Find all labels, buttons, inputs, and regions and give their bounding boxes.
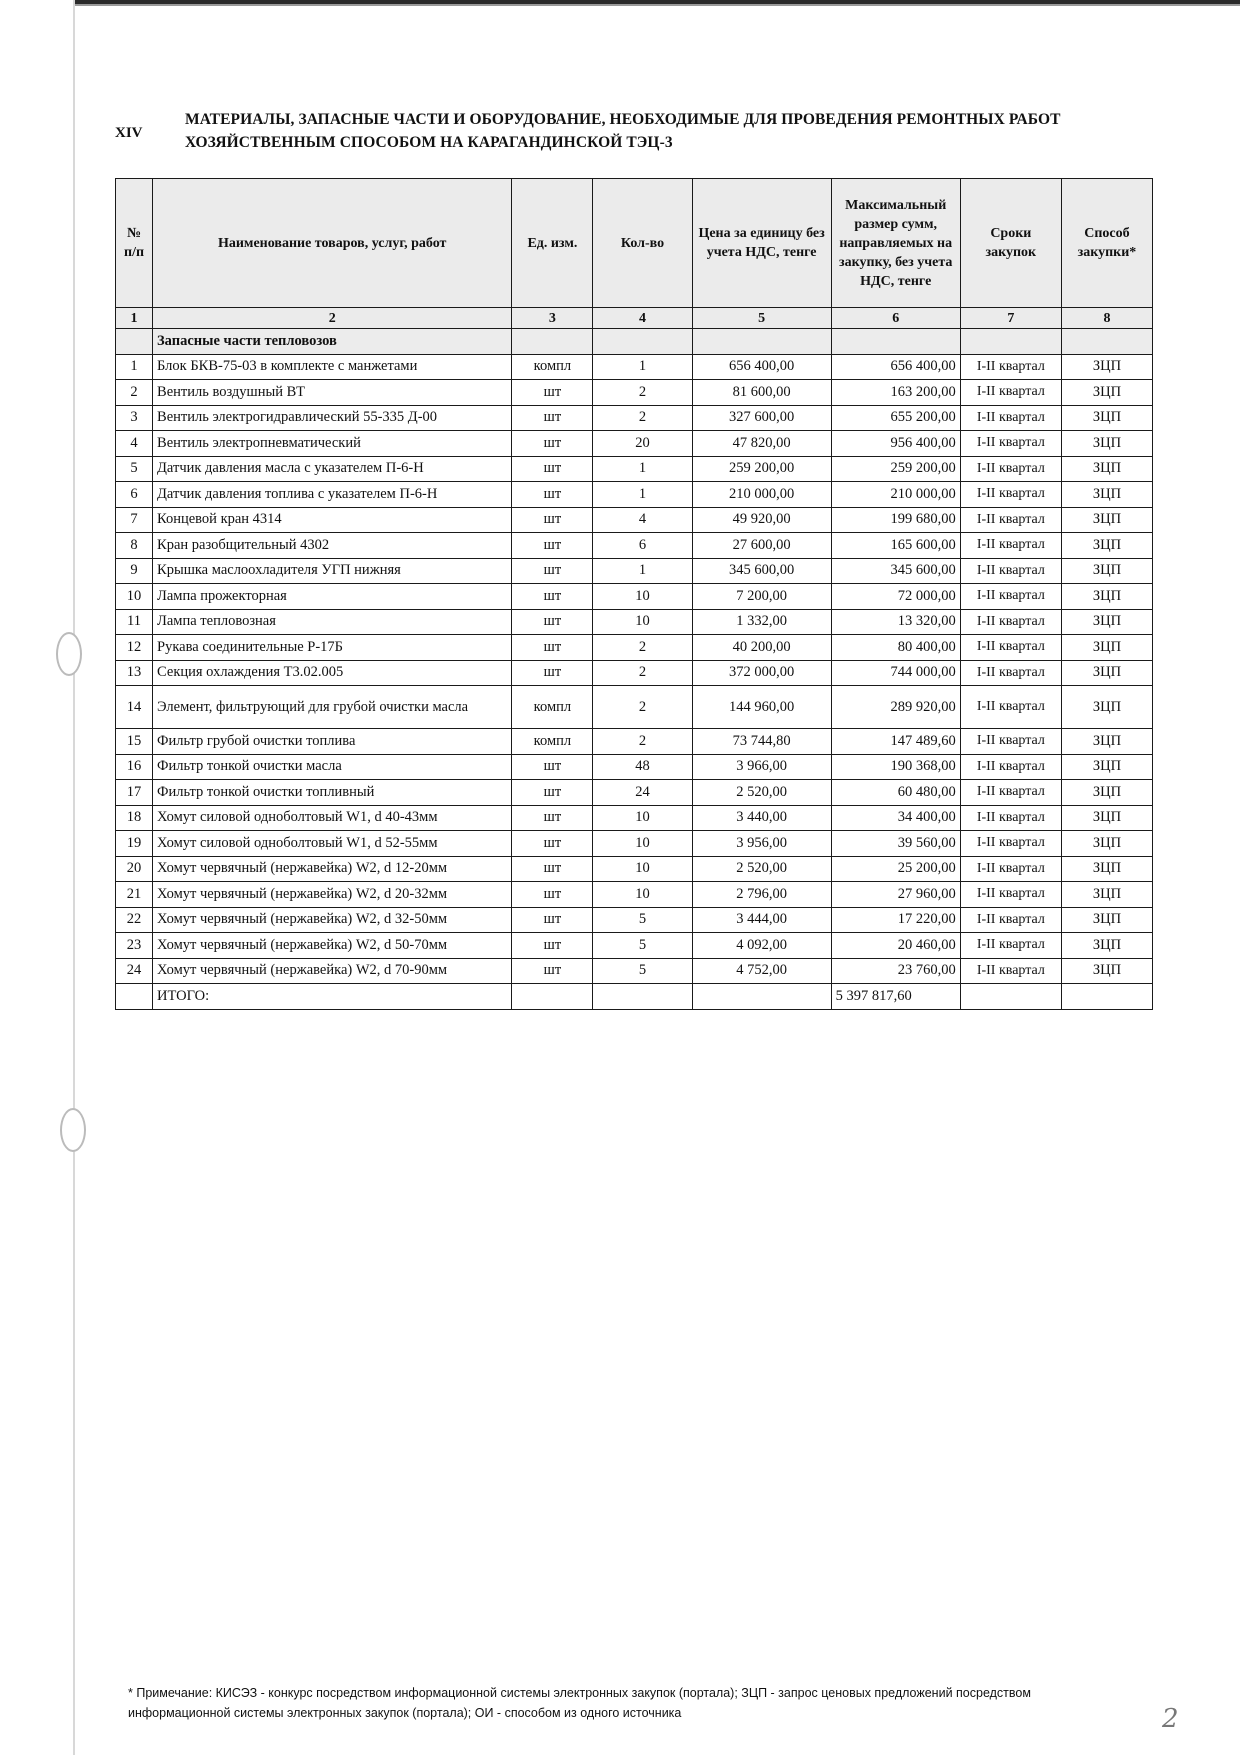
item-term: I-II квартал [960,354,1061,380]
header-row [116,179,1153,308]
item-sum: 163 200,00 [831,380,960,406]
item-method: ЗЦП [1061,882,1152,908]
col-number: 7 [960,308,1061,329]
item-method: ЗЦП [1061,754,1152,780]
item-price: 49 920,00 [692,507,831,533]
col-number: 8 [1061,308,1152,329]
item-name: Блок БКВ-75-03 в комплекте с манжетами [153,354,512,380]
item-qty: 20 [593,431,692,457]
table-row [116,660,1153,686]
item-price: 210 000,00 [692,482,831,508]
item-term: I-II квартал [960,431,1061,457]
row-number: 11 [116,609,153,635]
item-name: Хомут силовой одноболтовый W1, d 40-43мм [153,805,512,831]
item-term: I-II квартал [960,584,1061,610]
item-unit: шт [512,405,593,431]
item-qty: 5 [593,933,692,959]
item-unit: шт [512,958,593,984]
item-unit: шт [512,482,593,508]
item-method: ЗЦП [1061,686,1152,729]
item-term: I-II квартал [960,533,1061,559]
item-name: Хомут силовой одноболтовый W1, d 52-55мм [153,831,512,857]
table-row [116,729,1153,755]
table-row [116,780,1153,806]
row-number: 18 [116,805,153,831]
item-price: 27 600,00 [692,533,831,559]
binder-hole [60,1108,86,1152]
col-header-number: № п/п [116,179,153,308]
item-method: ЗЦП [1061,558,1152,584]
item-term: I-II квартал [960,405,1061,431]
item-name: Элемент, фильтрующий для грубой очистки масла [153,686,512,729]
item-term: I-II квартал [960,933,1061,959]
item-sum: 72 000,00 [831,584,960,610]
item-method: ЗЦП [1061,507,1152,533]
col-header-unit: Ед. изм. [512,179,593,308]
item-method: ЗЦП [1061,456,1152,482]
item-price: 144 960,00 [692,686,831,729]
item-term: I-II квартал [960,907,1061,933]
item-sum: 20 460,00 [831,933,960,959]
row-number: 12 [116,635,153,661]
item-method: ЗЦП [1061,933,1152,959]
item-name: Фильтр тонкой очистки топливный [153,780,512,806]
row-number: 5 [116,456,153,482]
item-price: 3 966,00 [692,754,831,780]
section-title [185,108,1061,154]
item-unit: шт [512,660,593,686]
item-method: ЗЦП [1061,380,1152,406]
item-qty: 4 [593,507,692,533]
scan-left-edge [73,0,75,1755]
item-name: Хомут червячный (нержавейка) W2, d 12-20мм [153,856,512,882]
total-sum: 5 397 817,60 [831,984,960,1010]
item-price: 2 796,00 [692,882,831,908]
item-qty: 1 [593,558,692,584]
item-sum: 17 220,00 [831,907,960,933]
col-header-name: Наименование товаров, услуг, работ [153,179,512,308]
table-row [116,805,1153,831]
table-row [116,609,1153,635]
item-qty: 24 [593,780,692,806]
table-row [116,933,1153,959]
col-header-sum: Максимальный размер сумм, направляемых на закупку, без учета НДС, тенге [831,179,960,308]
item-price: 73 744,80 [692,729,831,755]
item-term: I-II квартал [960,456,1061,482]
table-row [116,558,1153,584]
item-unit: шт [512,507,593,533]
item-sum: 199 680,00 [831,507,960,533]
item-method: ЗЦП [1061,405,1152,431]
item-sum: 34 400,00 [831,805,960,831]
item-term: I-II квартал [960,609,1061,635]
item-price: 656 400,00 [692,354,831,380]
item-term: I-II квартал [960,507,1061,533]
item-sum: 655 200,00 [831,405,960,431]
item-unit: шт [512,780,593,806]
item-method: ЗЦП [1061,533,1152,559]
table-row [116,380,1153,406]
item-term: I-II квартал [960,780,1061,806]
item-sum: 60 480,00 [831,780,960,806]
item-sum: 27 960,00 [831,882,960,908]
column-numbers-row [116,308,1153,329]
item-price: 3 444,00 [692,907,831,933]
item-method: ЗЦП [1061,431,1152,457]
table-row [116,856,1153,882]
item-price: 4 752,00 [692,958,831,984]
item-unit: компл [512,354,593,380]
item-unit: шт [512,380,593,406]
item-method: ЗЦП [1061,856,1152,882]
item-name: Хомут червячный (нержавейка) W2, d 50-70мм [153,933,512,959]
item-sum: 190 368,00 [831,754,960,780]
item-method: ЗЦП [1061,780,1152,806]
row-number: 10 [116,584,153,610]
item-name: Секция охлаждения Т3.02.005 [153,660,512,686]
item-price: 372 000,00 [692,660,831,686]
item-sum: 80 400,00 [831,635,960,661]
item-name: Фильтр тонкой очистки масла [153,754,512,780]
item-term: I-II квартал [960,958,1061,984]
item-term: I-II квартал [960,482,1061,508]
item-qty: 2 [593,405,692,431]
item-price: 1 332,00 [692,609,831,635]
total-row [116,984,1153,1010]
footnote-line-2: информационной системы электронных закупок (портала); ОИ - способом из одного источника [128,1706,682,1720]
col-number: 5 [692,308,831,329]
item-name: Концевой кран 4314 [153,507,512,533]
item-qty: 1 [593,482,692,508]
item-price: 259 200,00 [692,456,831,482]
row-number: 1 [116,354,153,380]
row-number: 24 [116,958,153,984]
col-number: 3 [512,308,593,329]
table-row [116,831,1153,857]
item-unit: шт [512,456,593,482]
item-sum: 25 200,00 [831,856,960,882]
row-number: 20 [116,856,153,882]
item-qty: 10 [593,584,692,610]
row-number: 21 [116,882,153,908]
section-number: XIV [115,125,143,141]
item-qty: 2 [593,729,692,755]
item-unit: шт [512,831,593,857]
item-term: I-II квартал [960,558,1061,584]
item-qty: 2 [593,686,692,729]
item-price: 47 820,00 [692,431,831,457]
col-header-method: Способ закупки* [1061,179,1152,308]
item-name: Кран разобщительный 4302 [153,533,512,559]
row-number: 19 [116,831,153,857]
item-name: Вентиль электропневматический [153,431,512,457]
row-number: 6 [116,482,153,508]
row-number: 2 [116,380,153,406]
table-row [116,354,1153,380]
item-unit: шт [512,609,593,635]
item-qty: 10 [593,831,692,857]
table-row [116,584,1153,610]
row-number: 16 [116,754,153,780]
item-name: Лампа прожекторная [153,584,512,610]
item-price: 4 092,00 [692,933,831,959]
item-sum: 210 000,00 [831,482,960,508]
item-qty: 5 [593,907,692,933]
table-row [116,958,1153,984]
item-name: Крышка маслоохладителя УГП нижняя [153,558,512,584]
table-row [116,431,1153,457]
scan-top-edge-shadow [75,4,1240,6]
item-unit: шт [512,805,593,831]
row-number: 14 [116,686,153,729]
col-number: 1 [116,308,153,329]
item-qty: 1 [593,456,692,482]
item-name: Вентиль воздушный ВТ [153,380,512,406]
item-price: 3 440,00 [692,805,831,831]
item-sum: 656 400,00 [831,354,960,380]
item-method: ЗЦП [1061,660,1152,686]
item-unit: компл [512,729,593,755]
item-sum: 259 200,00 [831,456,960,482]
table-row [116,907,1153,933]
total-label: ИТОГО: [153,984,512,1010]
col-number: 2 [153,308,512,329]
item-method: ЗЦП [1061,831,1152,857]
handwritten-page-number: 2 [1162,1704,1179,1734]
item-name: Датчик давления масла с указателем П-6-Н [153,456,512,482]
item-sum: 165 600,00 [831,533,960,559]
item-price: 2 520,00 [692,856,831,882]
item-term: I-II квартал [960,729,1061,755]
table-row [116,456,1153,482]
group-title: Запасные части тепловозов [153,329,512,355]
row-number: 22 [116,907,153,933]
title-line-1: МАТЕРИАЛЫ, ЗАПАСНЫЕ ЧАСТИ И ОБОРУДОВАНИЕ, НЕОБХОДИМЫЕ ДЛЯ ПРОВЕДЕНИЯ РЕМОНТНЫХ РАБОТ [185,111,1061,128]
item-qty: 1 [593,354,692,380]
item-price: 3 956,00 [692,831,831,857]
item-qty: 48 [593,754,692,780]
procurement-table [115,178,1153,1010]
col-number: 6 [831,308,960,329]
item-unit: компл [512,686,593,729]
table-row [116,635,1153,661]
item-price: 40 200,00 [692,635,831,661]
item-method: ЗЦП [1061,635,1152,661]
item-sum: 744 000,00 [831,660,960,686]
item-unit: шт [512,431,593,457]
item-sum: 13 320,00 [831,609,960,635]
table-row [116,533,1153,559]
col-header-price: Цена за единицу без учета НДС, тенге [692,179,831,308]
item-method: ЗЦП [1061,482,1152,508]
item-qty: 2 [593,660,692,686]
footnote-line-1: * Примечание: КИСЭЗ - конкурс посредством информационной системы электронных закупок (портала); ЗЦП - запрос ценовых предложений посредством [128,1686,1031,1700]
item-name: Хомут червячный (нержавейка) W2, d 32-50мм [153,907,512,933]
binder-hole [56,632,82,676]
item-unit: шт [512,584,593,610]
item-name: Хомут червячный (нержавейка) W2, d 70-90мм [153,958,512,984]
item-unit: шт [512,907,593,933]
table-row [116,482,1153,508]
item-name: Лампа тепловозная [153,609,512,635]
item-sum: 956 400,00 [831,431,960,457]
item-price: 81 600,00 [692,380,831,406]
item-name: Фильтр грубой очистки топлива [153,729,512,755]
item-sum: 345 600,00 [831,558,960,584]
row-number: 7 [116,507,153,533]
item-method: ЗЦП [1061,354,1152,380]
item-qty: 10 [593,805,692,831]
table-row [116,882,1153,908]
item-qty: 2 [593,380,692,406]
item-term: I-II квартал [960,660,1061,686]
item-unit: шт [512,882,593,908]
item-term: I-II квартал [960,831,1061,857]
item-term: I-II квартал [960,380,1061,406]
row-number: 4 [116,431,153,457]
item-name: Рукава соединительные Р-17Б [153,635,512,661]
group-row [116,329,1153,355]
item-method: ЗЦП [1061,584,1152,610]
item-sum: 23 760,00 [831,958,960,984]
item-price: 7 200,00 [692,584,831,610]
row-number: 15 [116,729,153,755]
item-method: ЗЦП [1061,729,1152,755]
item-qty: 10 [593,856,692,882]
table-body [116,329,1153,984]
item-unit: шт [512,635,593,661]
item-term: I-II квартал [960,805,1061,831]
col-header-term: Сроки закупок [960,179,1061,308]
item-method: ЗЦП [1061,907,1152,933]
item-term: I-II квартал [960,686,1061,729]
item-name: Хомут червячный (нержавейка) W2, d 20-32мм [153,882,512,908]
item-unit: шт [512,754,593,780]
item-price: 327 600,00 [692,405,831,431]
item-unit: шт [512,533,593,559]
item-qty: 2 [593,635,692,661]
item-term: I-II квартал [960,856,1061,882]
col-header-qty: Кол-во [593,179,692,308]
item-qty: 6 [593,533,692,559]
row-number: 13 [116,660,153,686]
table-row [116,507,1153,533]
item-method: ЗЦП [1061,609,1152,635]
item-term: I-II квартал [960,635,1061,661]
item-unit: шт [512,558,593,584]
row-number: 23 [116,933,153,959]
item-sum: 39 560,00 [831,831,960,857]
row-number: 3 [116,405,153,431]
item-qty: 5 [593,958,692,984]
row-number: 9 [116,558,153,584]
item-name: Датчик давления топлива с указателем П-6-Н [153,482,512,508]
row-number: 17 [116,780,153,806]
item-method: ЗЦП [1061,958,1152,984]
item-qty: 10 [593,882,692,908]
item-price: 345 600,00 [692,558,831,584]
footnote [128,1683,1148,1723]
item-qty: 10 [593,609,692,635]
item-term: I-II квартал [960,754,1061,780]
item-price: 2 520,00 [692,780,831,806]
item-sum: 289 920,00 [831,686,960,729]
table-row [116,405,1153,431]
title-line-2: ХОЗЯЙСТВЕННЫМ СПОСОБОМ НА КАРАГАНДИНСКОЙ ТЭЦ-3 [185,134,673,151]
item-sum: 147 489,60 [831,729,960,755]
item-term: I-II квартал [960,882,1061,908]
table-row [116,686,1153,729]
col-number: 4 [593,308,692,329]
table-row [116,754,1153,780]
item-method: ЗЦП [1061,805,1152,831]
item-unit: шт [512,856,593,882]
item-name: Вентиль электрогидравлический 55-335 Д-00 [153,405,512,431]
item-unit: шт [512,933,593,959]
row-number: 8 [116,533,153,559]
